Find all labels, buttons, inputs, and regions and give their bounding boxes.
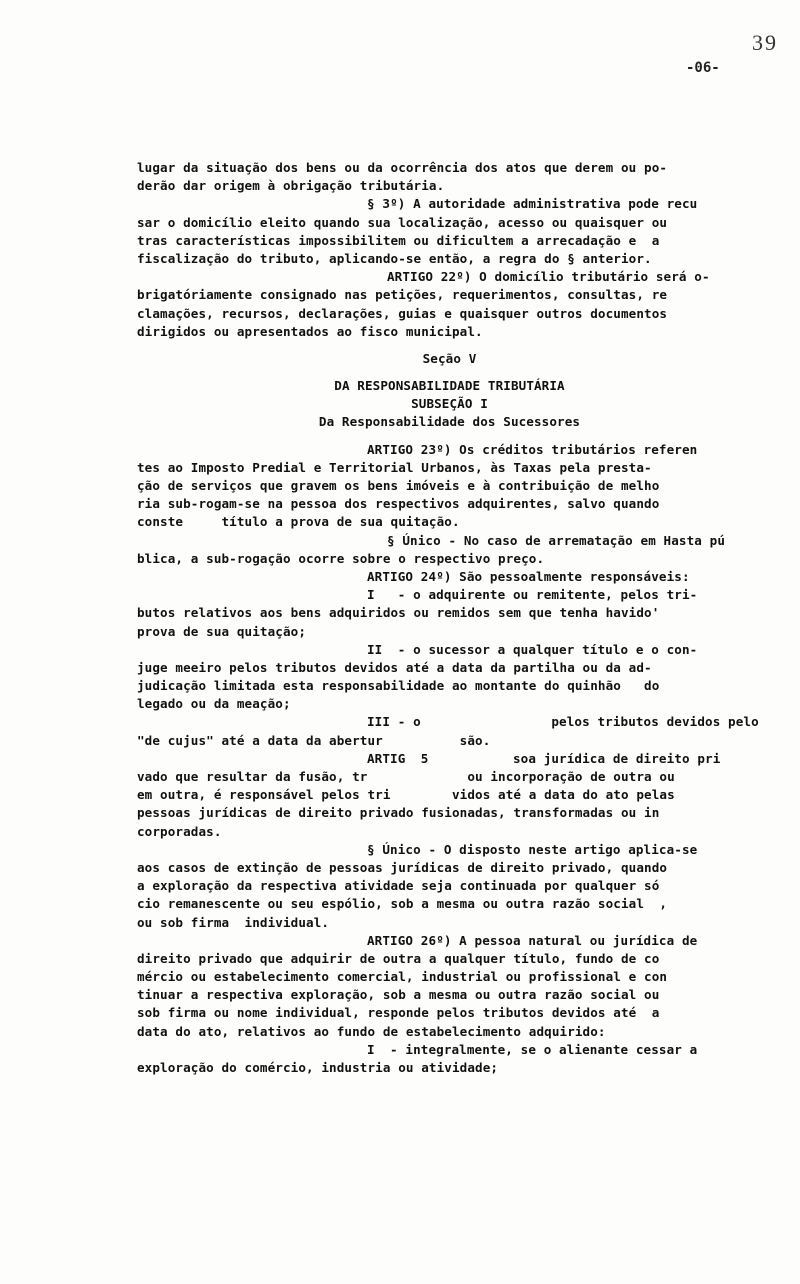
text-line: derão dar origem à obrigação tributária. (137, 178, 445, 194)
text-line: aos casos de extinção de pessoas jurídicas de direito privado, quando (137, 859, 668, 875)
article-25-start: ARTIG 5 soa jurídica de direito pri (367, 750, 721, 766)
text-line: sob firma ou nome individual, responde pelos tributos devidos até a (137, 1005, 660, 1021)
text-line: brigatóriamente consignado nas petições, requerimentos, consultas, re (137, 287, 668, 303)
text-line: conste título a prova de sua quitação. (137, 514, 460, 530)
section-title: DA RESPONSABILIDADE TRIBUTÁRIA (334, 378, 565, 394)
article-26-start: ARTIGO 26º) A pessoa natural ou jurídica de (367, 932, 698, 948)
text-line: prova de sua quitação; (137, 623, 307, 639)
text-line: tras características impossibilitem ou dificultem a arrecadação e a (137, 232, 660, 248)
page-number: 39 (752, 30, 778, 55)
text-line: a exploração da respectiva atividade seja continuada por qualquer só (137, 878, 660, 894)
document-body (137, 159, 762, 1077)
text-line: lugar da situação dos bens ou da ocorrência dos atos que derem ou po- (137, 160, 668, 175)
text-line: direito privado que adquirir de outra a qualquer título, fundo de co (137, 950, 660, 966)
item-iii: III - o pelos tributos devidos pelo (367, 714, 759, 730)
item-i: I - o adquirente ou remitente, pelos tri- (367, 587, 698, 603)
text-line: fiscalização do tributo, aplicando-se então, a regra do § anterior. (137, 250, 652, 266)
text-line: ção de serviços que gravem os bens imóveis e à contribuição de melho (137, 478, 660, 493)
text-line: judicação limitada esta responsabilidade ao montante do quinhão do (137, 678, 660, 694)
article-23-start: ARTIGO 23º) Os créditos tributários referen (367, 441, 698, 457)
item-i-26: I - integralmente, se o alienante cessar a (367, 1041, 698, 1057)
text-line: dirigidos ou apresentados ao fisco municipal. (137, 323, 483, 339)
text-line: juge meeiro pelos tributos devidos até a data da partilha ou da ad- (137, 659, 652, 675)
text-line: data do ato, relativos ao fundo de estabelecimento adquirido: (137, 1023, 606, 1039)
text-line: em outra, é responsável pelos tri vidos até a data do ato pelas (137, 787, 675, 803)
item-ii: II - o sucessor a qualquer título e o con- (367, 641, 698, 657)
text-line: legado ou da meação; (137, 696, 291, 712)
text-line: clamações, recursos, declarações, guias e quaisquer outros documentos (137, 305, 668, 321)
text-line: pessoas jurídicas de direito privado fusionadas, transformadas ou in (137, 805, 660, 821)
text-line: mércio ou estabelecimento comercial, industrial ou profissional e con (137, 969, 668, 985)
subsection-heading: SUBSEÇÃO I (411, 396, 488, 412)
paragraph-3-start: § 3º) A autoridade administrativa pode recu (367, 196, 698, 212)
text-line: butos relativos aos bens adquiridos ou remidos sem que tenha havido' (137, 605, 660, 621)
sole-paragraph-23: § Único - No caso de arrematação em Hasta pú (387, 532, 726, 548)
text-line: exploração do comércio, industria ou atividade; (137, 1060, 499, 1075)
page-code: -06- (686, 60, 720, 76)
text-line: cio remanescente ou seu espólio, sob a mesma ou outra razão social , (137, 896, 668, 912)
text-line: ria sub-rogam-se na pessoa dos respectivos adquirentes, salvo quando (137, 496, 660, 512)
text-line: "de cujus" até a data da abertur são. (137, 732, 491, 748)
text-line: vado que resultar da fusão, tr ou incorporação de outra ou (137, 769, 675, 784)
article-24-start: ARTIGO 24º) São pessoalmente responsáveis: (367, 568, 690, 584)
text-line: tinuar a respectiva exploração, sob a mesma ou outra razão social ou (137, 987, 660, 1003)
sole-paragraph-25: § Único - O disposto neste artigo aplica-se (367, 841, 698, 857)
section-heading: Seção V (422, 350, 477, 366)
text-line: corporadas. (137, 823, 222, 839)
text-line: blica, a sub-rogação ocorre sobre o respectivo preço. (137, 550, 545, 566)
text-line: tes ao Imposto Predial e Territorial Urbanos, às Taxas pela presta- (137, 459, 652, 475)
text-line: ou sob firma individual. (137, 914, 330, 930)
text-line: sar o domicílio eleito quando sua localização, acesso ou quaisquer ou (137, 214, 668, 230)
article-22-start: ARTIGO 22º) O domicílio tributário será o- (387, 269, 710, 285)
subsection-title: Da Responsabilidade dos Sucessores (318, 414, 581, 430)
